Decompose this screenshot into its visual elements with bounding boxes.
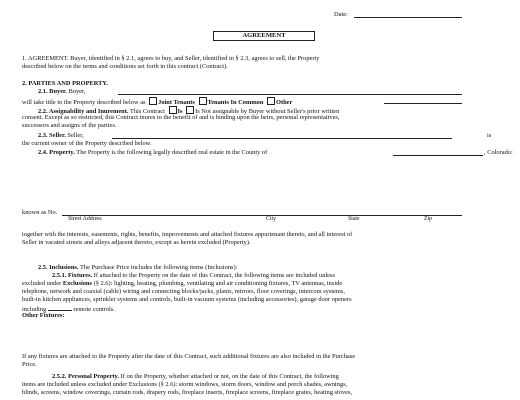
personal-property-text-1: If on the Property, whether attached or not, on the date of this Contract, the following [120,373,339,380]
joint-tenants-label: Joint Tenants [158,99,195,106]
seller-is: is [487,132,492,139]
section-2-heading: 2. PARTIES AND PROPERTY. [22,80,109,87]
fixtures-text-2a: excluded under [22,280,62,287]
inclusions-line [38,264,237,272]
property-label: 2.4. Property. [38,149,75,156]
is-checkbox[interactable] [169,106,177,114]
fixtures-text-5a: including [22,306,47,313]
property-line [38,149,267,157]
section-1-line-1: 1. AGREEMENT. Buyer, identified in § 2.1, agrees to buy, and Seller, identified in § 2.3, agrees to sell, the Property [22,55,320,62]
seller-name-field[interactable] [112,138,452,139]
fixtures-line-1 [52,272,335,280]
personal-property-line-3: blinds, screens, window coverings, curtain rods, drapery rods, fireplace inserts, fireplace screens, fireplace grates, heating stoves, [22,389,353,396]
known-as-label: known as No. [22,209,58,216]
county-field[interactable] [393,155,483,156]
buyer-value: Buyer, [68,88,86,95]
date-label: Date: [334,11,348,18]
tenants-in-common-label: Tenants In Common [207,99,264,106]
other-checkbox[interactable] [267,97,275,105]
section-1-line-2: described below on the terms and conditions set forth in this contract (Contract). [22,63,228,70]
seller-value: Seller, [67,132,84,139]
property-text: The Property is the following legally described real estate in the County of [76,149,268,156]
buyer-name-field[interactable] [118,94,462,95]
personal-property-label: 2.5.2. Personal Property. [52,373,119,380]
together-line-2: Seller in vacated streets and alleys adjacent thereto, except as herein excluded (Property). [22,239,251,246]
colorado-text: , Colorado: [484,149,513,156]
personal-property-line-2: items are included unless excluded under Exclusions (§ 2.6): storm windows, storm doors, window and porch shades, awnings, [22,381,348,388]
buyer-line [38,88,85,96]
inclusions-label: 2.5. Inclusions. [38,264,79,271]
inclusions-text: The Purchase Price includes the following items (Inclusions): [79,264,238,271]
fixtures-line-4: built-in kitchen appliances, sprinkler systems and controls, built-in vacuum systems (including accessories), garage door openers [22,296,352,303]
buyer-label: 2.1. Buyer. [38,88,67,95]
street-address-caption: Street Address [68,216,102,222]
city-caption: City [266,216,276,222]
fixtures-text-1: If attached to the Property on the date of this Contract, the following items are included unless [93,272,335,279]
agreement-title: AGREEMENT [213,31,315,41]
exclusions-label: Exclusions [62,280,92,287]
is-not-checkbox[interactable] [186,106,194,114]
date-field[interactable] [354,17,462,18]
fixtures-label: 2.5.1. Fixtures. [52,272,93,279]
fixtures-line-3: telephone, network and coaxial (cable) wiring and connecting blocks/jacks, plants, mirrors, floor coverings, intercom systems, [22,288,345,295]
seller-line [38,132,84,140]
fixtures-text-5b: remote controls. [73,306,115,313]
assignability-label: 2.2. Assignability and Inurement. [38,108,129,115]
is-label: Is [177,108,183,115]
known-as-field[interactable] [62,215,462,216]
joint-tenants-checkbox[interactable] [149,97,157,105]
assignability-text: This Contract [129,108,165,115]
after-line-2: Price. [22,361,37,368]
together-line-1: together with the interests, easements, rights, benefits, improvements and attached fixtures appurtenant thereto, and all interest of [22,231,353,238]
seller-owner-line: the current owner of the Property described below. [22,140,152,147]
other-fixtures-label: Other Fixtures: [22,312,65,319]
other-label: Other [276,99,293,106]
take-title-text: will take title to the Property described below as [22,99,146,106]
fixtures-line-2 [22,280,342,288]
assignability-line-2: consent. Except as so restricted, this Contract inures to the benefit of and is binding upon the heirs, personal representatives, [22,114,340,121]
assignability-line-3: successors and assigns of the parties. [22,122,117,129]
personal-property-line-1 [52,373,339,381]
after-line-1: If any fixtures are attached to the Property after the date of this Contract, such additional fixtures are also included in the Purchase [22,353,356,360]
other-field[interactable] [384,103,462,104]
tenants-in-common-checkbox[interactable] [199,97,207,105]
state-caption: State [348,216,360,222]
remote-count-field[interactable] [48,304,72,311]
fixtures-text-2b: (§ 2.6): lighting, heating, plumbing, ventilating and air conditioning fixtures, TV antennas, inside [93,280,343,287]
zip-caption: Zip [424,216,433,222]
seller-label: 2.3. Seller. [38,132,66,139]
is-not-label: Is Not assignable by Buyer without Seller's prior written [195,108,340,115]
